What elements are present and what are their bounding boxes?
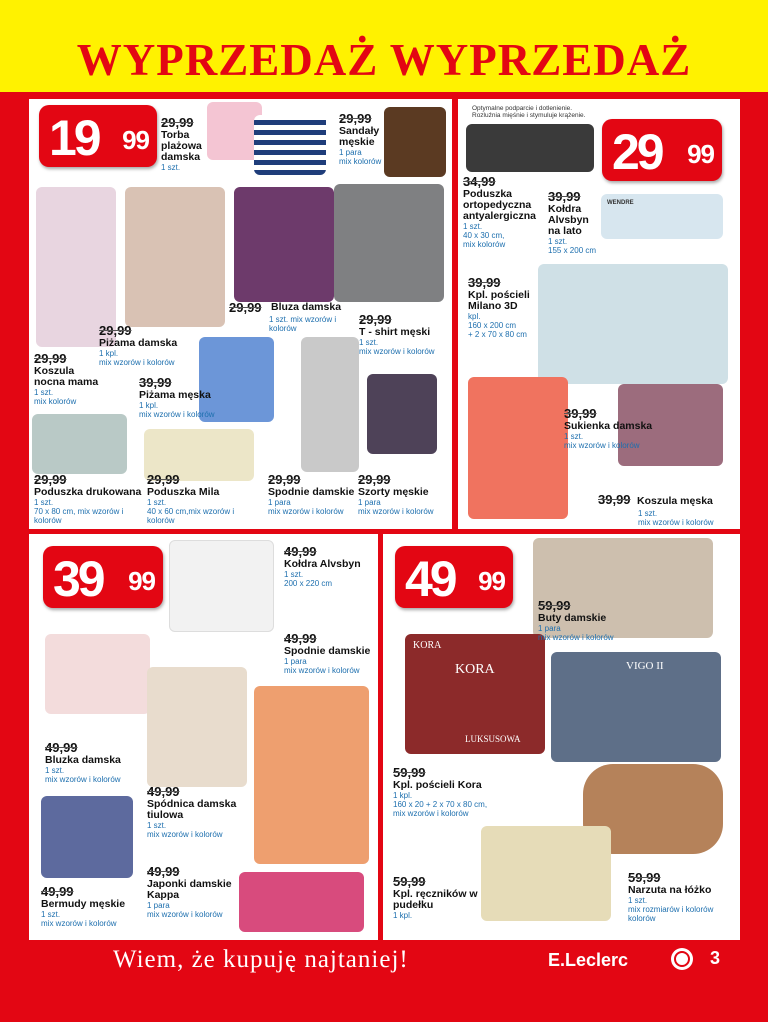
duvet-package-image: [601, 194, 723, 239]
product-towel-set: [393, 874, 488, 920]
product-name: Poduszka drukowana: [34, 486, 142, 498]
product-price: 59,99: [538, 598, 571, 613]
printed-pillow-image: [32, 414, 127, 474]
product-pants-women: [268, 472, 368, 516]
product-details: 1 szt. mix wzorów i kolorów: [359, 338, 435, 356]
product-details: 1 para mix wzorów i kolorów: [147, 901, 223, 919]
product-name: Kpl. ręczników w pudełku: [393, 888, 478, 911]
bedding-kora-image: [405, 634, 545, 754]
product-blouse: [45, 740, 140, 784]
package-label: LUKSUSOWA: [465, 734, 521, 744]
product-shirt-men: [598, 491, 738, 527]
product-flip-flops: [147, 864, 242, 919]
product-bedspread: [628, 870, 733, 923]
product-price: 39,99: [139, 375, 172, 390]
dress-image: [468, 377, 568, 519]
product-details: 1 szt. mix wzorów i kolorów: [45, 766, 121, 784]
product-name: Kpl. pościeli Kora: [393, 779, 482, 791]
product-name: Piżama damska: [99, 337, 178, 349]
panel-29-99: [458, 99, 740, 529]
product-price: 29,99: [339, 111, 372, 126]
towel-set-image: [481, 826, 611, 921]
tshirt-men-image: [334, 184, 444, 302]
product-price: 59,99: [393, 765, 426, 780]
blouse-image: [45, 634, 150, 714]
product-details: 1 kpl. 160 x 20 + 2 x 70 x 80 cm, mix wzorów i kolorów: [393, 791, 488, 818]
badge-decimal: 99: [128, 566, 155, 596]
product-details: 1 szt. 155 x 200 cm: [548, 237, 597, 255]
product-shoes-women: [538, 598, 633, 642]
product-bedding-milano: [468, 275, 543, 339]
product-price: 29,99: [147, 472, 180, 487]
product-details: 1 szt. mix wzorów i kolorów: [147, 821, 223, 839]
product-details: 1 szt. mix rozmiarów i kolorów kolorów: [628, 896, 714, 923]
badge-decimal: 99: [687, 139, 714, 169]
badge-integer: 19: [49, 110, 99, 166]
duvet-image: [169, 540, 274, 632]
product-name: T - shirt męski: [359, 326, 431, 338]
package-label: KORA: [455, 662, 495, 677]
product-duvet: [284, 544, 374, 588]
product-price: 49,99: [147, 864, 180, 879]
product-price: 29,99: [229, 300, 262, 315]
banner-title: WYPRZEDAŻ WYPRZEDAŻ: [76, 35, 692, 85]
product-details: 1 kpl. mix wzorów i kolorów: [99, 349, 175, 367]
product-details: 1 szt. 40 x 60 cm,mix wzorów i kolorów: [147, 498, 235, 525]
product-name: Kpl. pościeli Milano 3D: [468, 289, 530, 312]
product-price: 29,99: [99, 323, 132, 338]
product-beach-bag: [161, 115, 231, 172]
orthopedic-pillow-image: [466, 124, 594, 172]
price-badge: [395, 546, 513, 608]
pants-women-image: [301, 337, 359, 472]
product-price: 59,99: [393, 874, 426, 889]
product-name: Kołdra Alvsbyn: [284, 558, 361, 570]
product-name: Spodnie damskie: [284, 645, 371, 657]
product-name: Japonki damskie Kappa: [147, 878, 232, 901]
product-sandals: [339, 111, 399, 166]
product-price: 49,99: [147, 784, 180, 799]
page-number: 3: [710, 948, 721, 968]
product-details: 1 szt. mix wzorów i kolorów: [638, 509, 714, 527]
product-price: 29,99: [34, 472, 67, 487]
product-blouse: [229, 300, 344, 333]
product-tulle-skirt: [147, 784, 247, 839]
product-shorts-men: [358, 472, 452, 516]
product-pajama-men: [139, 375, 234, 419]
product-details: 1 kpl.: [393, 911, 413, 920]
product-price: 29,99: [161, 115, 194, 130]
product-details: 1 para mix kolorów: [339, 148, 382, 166]
brand-name: E.Leclerc: [548, 950, 629, 970]
product-name: Torba plażowa damska: [161, 129, 202, 163]
product-name: Sandały męskie: [339, 125, 380, 148]
tulle-skirt-image: [147, 667, 247, 787]
product-price: 34,99: [463, 174, 496, 189]
product-bermuda: [41, 884, 136, 928]
badge-decimal: 99: [122, 125, 149, 155]
flip-flops-image: [239, 872, 364, 932]
product-price: 29,99: [268, 472, 301, 487]
product-details: 1 szt.: [161, 163, 181, 172]
panel-39-99: [29, 534, 378, 940]
product-name: Bluzka damska: [45, 754, 121, 766]
product-name: Spódnica damska tiulowa: [147, 798, 237, 821]
product-price: 39,99: [548, 189, 581, 204]
product-price: 59,99: [628, 870, 661, 885]
product-name: Kołdra Alvsbyn na lato: [548, 203, 589, 237]
product-name: Piżama męska: [139, 389, 211, 401]
product-details: 1 kpl. mix wzorów i kolorów: [139, 401, 215, 419]
panel-19-99: [29, 99, 452, 529]
product-price: 29,99: [358, 472, 391, 487]
product-name: Narzuta na łóżko: [628, 884, 712, 896]
product-name: Koszula męska: [637, 495, 713, 507]
pillow-note: Optymalne podparcie i dotlenienie. Rozluźnia mięśnie i stymuluje krążenie.: [472, 105, 586, 119]
product-name: Koszula nocna mama: [34, 365, 99, 388]
panel-49-99: [383, 534, 740, 940]
package-label: KORA: [413, 640, 442, 651]
product-details: 1 szt. mix kolorów: [34, 388, 77, 406]
product-price: 39,99: [468, 275, 501, 290]
product-name: Bluza damska: [271, 301, 342, 313]
bedspread-package-image: [551, 652, 721, 762]
product-details: 1 szt. 70 x 80 cm, mix wzorów i kolorów: [34, 498, 124, 525]
product-pants-women: [284, 631, 374, 675]
product-pajama-women: [99, 323, 194, 367]
package-label: WENDRE: [607, 200, 634, 206]
leclerc-logo-icon: [671, 948, 693, 970]
product-price: 49,99: [284, 544, 317, 559]
product-duvet-summer: [548, 189, 603, 255]
footer-slogan: Wiem, że kupuję najtaniej!: [113, 946, 409, 973]
product-orthopedic-pillow: [463, 174, 553, 249]
product-details: 1 para mix wzorów i kolorów: [358, 498, 434, 516]
product-name: Bermudy męskie: [41, 898, 126, 910]
product-details: 1 para mix wzorów i kolorów: [284, 657, 360, 675]
price-badge: [602, 119, 722, 181]
product-price: 39,99: [598, 492, 631, 507]
product-price: 49,99: [284, 631, 317, 646]
price-badge: [39, 105, 157, 167]
beach-bag-striped-image: [254, 115, 326, 175]
product-price: 29,99: [34, 351, 67, 366]
bedding-milano-image: [538, 264, 728, 384]
product-name: Sukienka damska: [564, 420, 653, 432]
badge-integer: 49: [405, 551, 455, 607]
shorts-men-image: [367, 374, 437, 454]
product-details: 1 szt. 40 x 30 cm, mix kolorów: [463, 222, 506, 249]
bermuda-shorts-image: [41, 796, 133, 878]
product-details: kpl. 160 x 200 cm + 2 x 70 x 80 cm: [468, 312, 527, 339]
product-name: Buty damskie: [538, 612, 607, 624]
badge-integer: 29: [612, 124, 662, 180]
product-details: 1 para mix wzorów i kolorów: [538, 624, 614, 642]
product-details: 1 para mix wzorów i kolorów: [268, 498, 344, 516]
product-price: 49,99: [41, 884, 74, 899]
product-name: Spodnie damskie: [268, 486, 355, 498]
badge-decimal: 99: [478, 566, 505, 596]
product-price: 39,99: [564, 406, 597, 421]
product-nightgown: [34, 351, 104, 406]
badge-integer: 39: [53, 551, 103, 607]
pajama-women-image: [125, 187, 225, 327]
product-details: 1 szt. mix wzorów i kolorów: [269, 315, 337, 333]
pants-women-image: [254, 686, 369, 864]
product-dress: [564, 406, 654, 450]
product-printed-pillow: [34, 472, 149, 525]
product-pillow-mila: [147, 472, 262, 525]
product-tshirt: [359, 312, 449, 356]
product-details: 1 szt. 200 x 220 cm: [284, 570, 333, 588]
product-name: Poduszka Mila: [147, 486, 220, 498]
product-name: Poduszka ortopedyczna antyalergiczna: [463, 188, 536, 222]
price-badge: [43, 546, 163, 608]
product-price: 29,99: [359, 312, 392, 327]
product-price: 49,99: [45, 740, 78, 755]
product-name: Szorty męskie: [358, 486, 429, 498]
product-bedding-kora: [393, 765, 513, 818]
package-label: VIGO II: [626, 660, 664, 672]
blouse-women-image: [234, 187, 334, 302]
product-details: 1 szt. mix wzorów i kolorów: [41, 910, 117, 928]
product-details: 1 szt. mix wzorów i kolorów: [564, 432, 640, 450]
